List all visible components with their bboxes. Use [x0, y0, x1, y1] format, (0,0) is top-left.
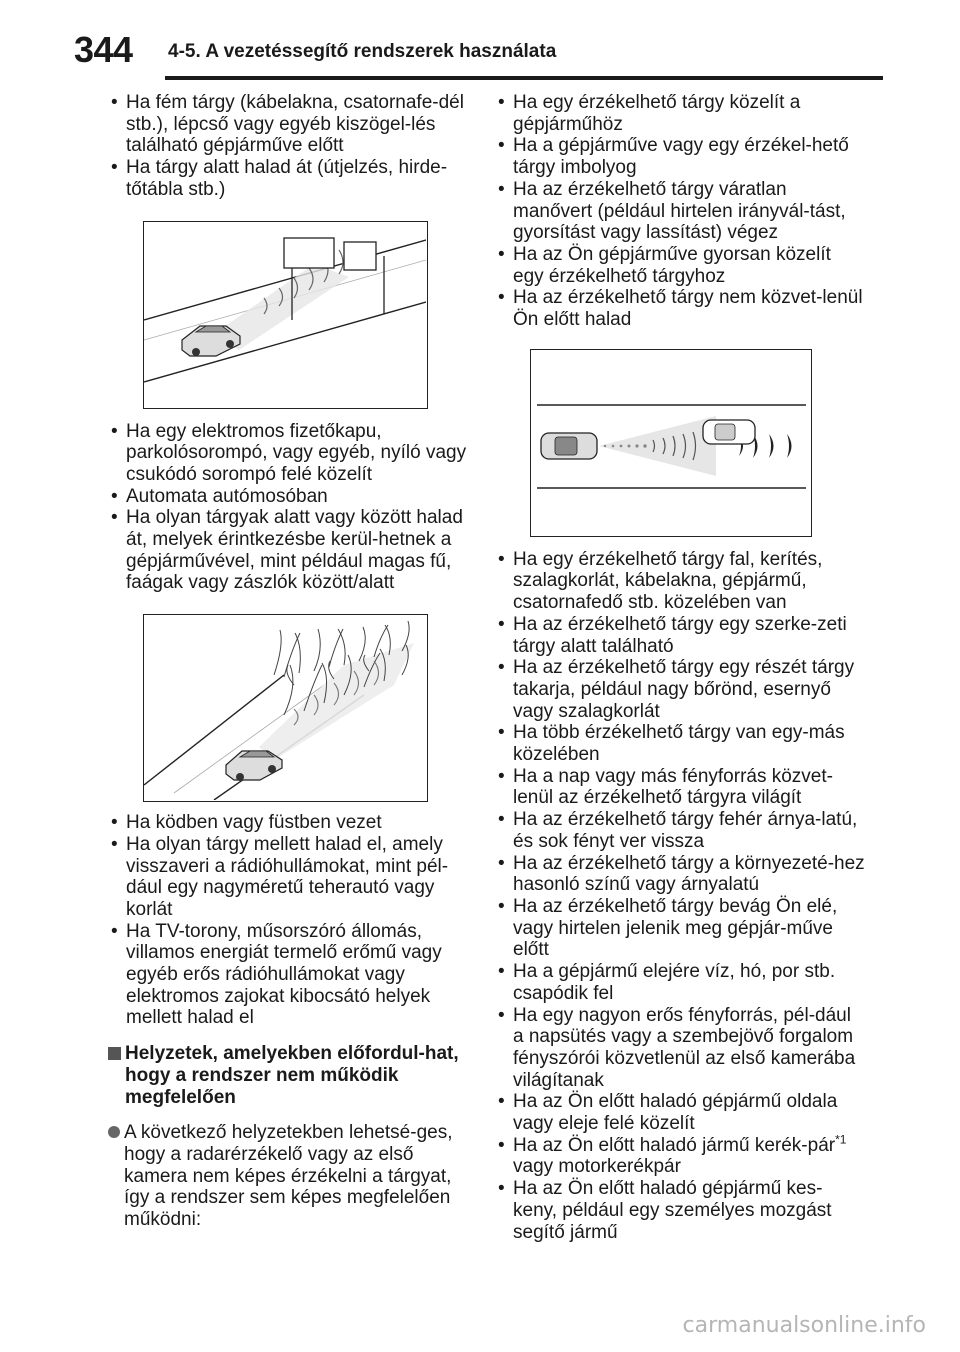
list-item: • Ha az Ön előtt haladó gépjármű oldala vagy eleje felé közelít [495, 1091, 865, 1134]
list-item: • Ha több érzékelhető tárgy van egy-más közelében [495, 722, 865, 765]
list-item: • Ha egy elektromos fizetőkapu, parkolósorompó, vagy egyéb, nyíló vagy csukódó sorompó felé közelít [108, 421, 473, 486]
list-item: • Ha egy érzékelhető tárgy közelít a gépjárműhöz [495, 92, 865, 135]
car-icon [226, 751, 282, 781]
left-list-2 [108, 421, 473, 595]
list-item: • Ha a nap vagy más fényforrás közvet-lenül az érzékelhető tárgyra világít [495, 766, 865, 809]
car-icon [182, 326, 240, 356]
intro-paragraph-block [108, 1122, 473, 1231]
list-item: • Ha az Ön előtt haladó gépjármű kes-keny, például egy személyes mozgást segítő jármű [495, 1178, 865, 1243]
list-item: • Ha az érzékelhető tárgy nem közvet-lenül Ön előtt halad [495, 287, 865, 330]
list-item: • Automata autómosóban [108, 486, 473, 508]
square-bullet-icon [108, 1047, 121, 1060]
list-item: • Ha az érzékelhető tárgy fehér árnya-latú, és sok fényt ver vissza [495, 809, 865, 852]
list-item: • Ha az érzékelhető tárgy egy szerke-zeti tárgy alatt található [495, 614, 865, 657]
list-item: • Ha fém tárgy (kábelakna, csatornafe-dél stb.), lépcső vagy egyéb kiszögel-lés található gépjárműve előtt [108, 92, 473, 157]
subheading: Helyzetek, amelyekben előfordul-hat, hogy a rendszer nem működik megfelelően [125, 1043, 459, 1108]
list-item: • Ha az érzékelhető tárgy váratlan manővert (például hirtelen irányvál-tást, gyorsítást vagy lassítást) végez [495, 179, 865, 244]
section-title: 4-5. A vezetéssegítő rendszerek használata [168, 41, 557, 62]
list-item: • Ha az Ön gépjárműve gyorsan közelít egy érzékelhető tárgyhoz [495, 244, 865, 287]
figure-tall-grass [143, 614, 428, 802]
right-column [495, 92, 865, 1243]
header-rule [165, 76, 883, 80]
subheading-block [108, 1043, 473, 1108]
watermark: carmanualsonline.info [682, 1313, 926, 1338]
left-list-3 [108, 812, 473, 1029]
own-car-icon [541, 433, 597, 459]
list-item: • Ha olyan tárgy mellett halad el, amely visszaveri a rádióhullámokat, mint pél-dául egy nagyméretű teherautó vagy korlát [108, 834, 473, 921]
list-item: • Ha az érzékelhető tárgy egy részét tárgy takarja, például nagy bőrönd, esernyő vagy szalagkorlát [495, 657, 865, 722]
bicycle-text-suffix: vagy motorkerékpár [513, 1156, 681, 1178]
round-bullet-icon [108, 1126, 120, 1138]
right-list-2 [495, 549, 865, 1244]
page-header [0, 0, 960, 80]
list-item: • Ha az érzékelhető tárgy a környezeté-hez hasonló színű vagy árnyalatú [495, 853, 865, 896]
figure-vehicle-ahead [530, 349, 812, 537]
footnote-marker: *1 [835, 1132, 847, 1147]
list-item: • Ha ködben vagy füstben vezet [108, 812, 473, 834]
list-item: • Ha egy érzékelhető tárgy fal, kerítés, szalagkorlát, kábelakna, gépjármű, csatornafedő stb. közelében van [495, 549, 865, 614]
list-item: • Ha tárgy alatt halad át (útjelzés, hirde-tőtábla stb.) [108, 157, 473, 200]
left-column [108, 92, 473, 1231]
right-list-1 [495, 92, 865, 331]
list-item: • Ha egy nagyon erős fényforrás, pél-dául a napsütés vagy a szembejövő forgalom fényszórói közvetlenül az első kamerába világítanak [495, 1005, 865, 1092]
bicycle-text: Ha az Ön előtt haladó jármű kerék-pár [513, 1134, 836, 1156]
list-item: • Ha az érzékelhető tárgy bevág Ön elé, vagy hirtelen jelenik meg gépjár-műve előtt [495, 896, 865, 961]
list-item-bicycle [495, 1132, 865, 1178]
list-item: • Ha a gépjárműve vagy egy érzékel-hető tárgy imbolyog [495, 135, 865, 178]
list-item: • Ha a gépjármű elejére víz, hó, por stb. csapódik fel [495, 961, 865, 1004]
target-car-icon [703, 420, 755, 444]
figure-overhead-sign [143, 221, 428, 409]
list-item: • Ha olyan tárgyak alatt vagy között halad át, melyek érintkezésbe kerül-hetnek a gépjárművével, mint például magas fű, faágak vagy zászlók között/alatt [108, 507, 473, 594]
intro-paragraph: A következő helyzetekben lehetsé-ges, hogy a radarérzékelő vagy az első kamera nem képes érzékelni a tárgyat, így a rendszer sem képes megfelelően működni: [124, 1122, 453, 1231]
list-item: • Ha TV-torony, műsorszóró állomás, villamos energiát termelő erőmű vagy egyéb erős rádióhullámokat vagy elektromos zajokat kibocsátó helyek mellett halad el [108, 921, 473, 1030]
page-number: 344 [74, 29, 133, 70]
left-list-1 [108, 92, 473, 201]
